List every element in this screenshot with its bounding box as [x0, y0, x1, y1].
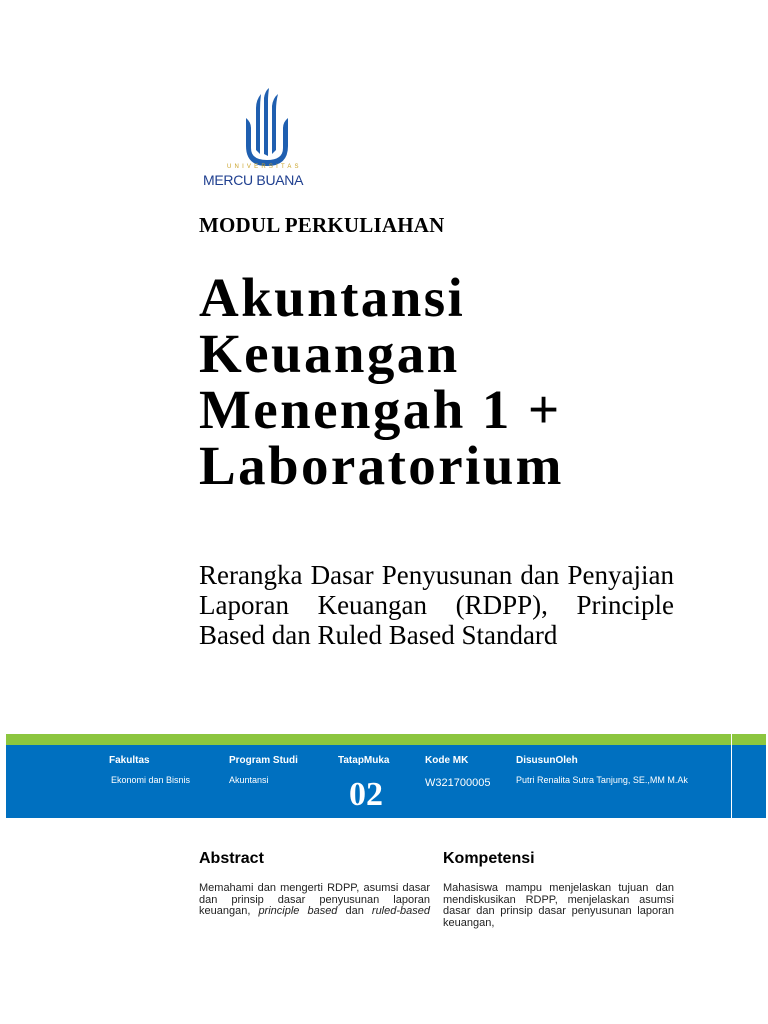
abstract-text-italic: principle based [258, 905, 338, 917]
logo-name: MERCU BUANA [203, 172, 304, 188]
logo-emblem-icon [199, 88, 334, 168]
title-line: Akuntansi [199, 267, 466, 328]
info-bar-green-stripe [6, 734, 766, 745]
competency-text: Mahasiswa mampu menjelaskan tujuan dan mendiskusikan RDPP, menjelaskan asumsi dasar dan prinsip dasar penyusunan laporan keuangan, [443, 882, 674, 929]
module-label: MODUL PERKULIAHAN [199, 213, 445, 237]
title-line: Laboratorium [199, 435, 564, 496]
abstract-text [199, 883, 430, 918]
info-bar-divider [731, 734, 732, 818]
page-title [199, 267, 719, 496]
abstract-text-part: Memahami dan mengerti RDPP, asumsi dasar dan prinsip dasar penyusunan laporan keuangan, [199, 882, 430, 917]
code-header: Kode MK [425, 755, 469, 766]
title-line: Menengah 1 + [199, 379, 562, 440]
logo-university-label: UNIVERSITAS [227, 164, 302, 170]
program-value: Akuntansi [229, 775, 269, 785]
author-header: DisusunOleh [516, 755, 578, 766]
university-logo [199, 88, 334, 192]
faculty-value: Ekonomi dan Bisnis [111, 775, 191, 785]
abstract-text-italic: ruled-based [371, 905, 430, 917]
abstract-heading: Abstract [199, 850, 264, 867]
meeting-number: 02 [349, 776, 383, 813]
title-line: Keuangan [199, 323, 460, 384]
code-value: W321700005 [425, 777, 491, 789]
meeting-header: TatapMuka [338, 755, 390, 766]
abstract-text-part: dan [337, 905, 372, 917]
faculty-header: Fakultas [109, 755, 150, 766]
subtitle: Rerangka Dasar Penyusunan dan Penyajian Laporan Keuangan (RDPP), Principle Based dan Ruled Based Standard [199, 560, 674, 650]
competency-heading: Kompetensi [443, 850, 535, 867]
author-value: Putri Renalita Sutra Tanjung, SE.,MM M.Ak [516, 775, 688, 785]
program-header: Program Studi [229, 755, 298, 766]
